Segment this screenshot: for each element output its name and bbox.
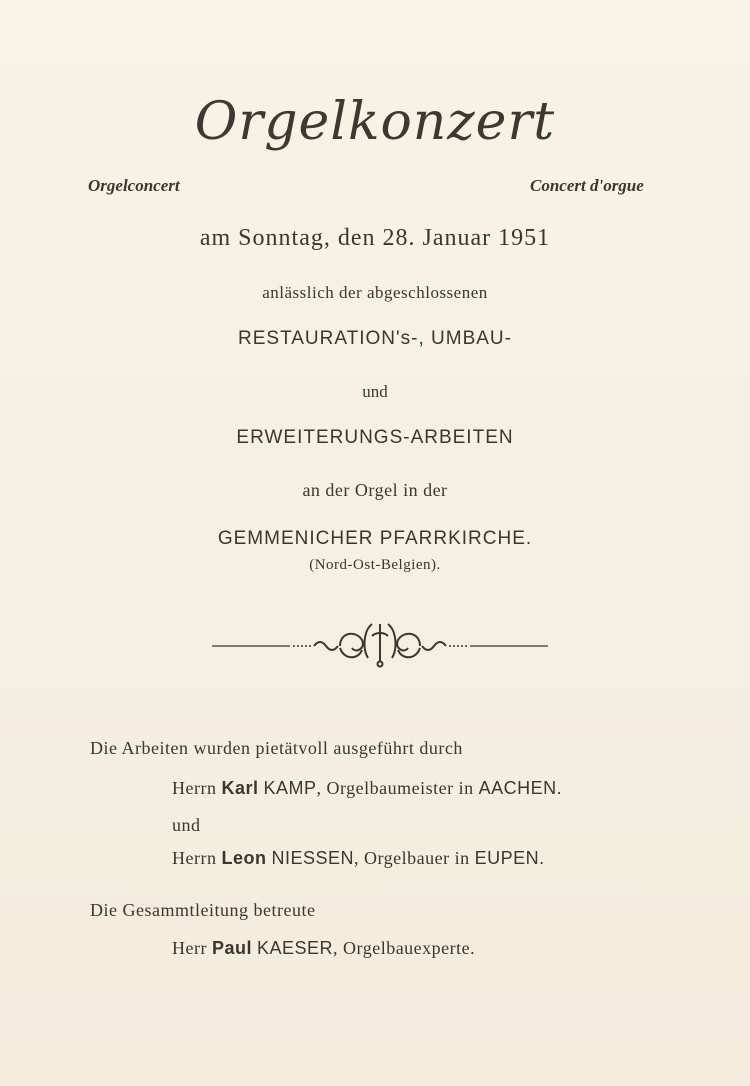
person-first-name: Leon bbox=[221, 848, 267, 868]
church-name: GEMMENICHER PFARRKIRCHE. bbox=[217, 528, 533, 549]
subtitle-french: Concert d'orgue bbox=[530, 176, 644, 195]
person-last-name: KAESER bbox=[257, 938, 334, 958]
restauration-line: RESTAURATION's-, UMBAU- bbox=[238, 328, 512, 349]
concert-date: am Sonntag, den 28. Januar 1951 bbox=[199, 225, 551, 251]
credit-person-niessen bbox=[172, 848, 545, 869]
program-title: Orgelkonzert bbox=[194, 92, 556, 152]
credit-person-kaeser bbox=[172, 938, 475, 959]
name-separator: , bbox=[354, 848, 360, 868]
und-line: und bbox=[362, 382, 388, 401]
person-place: AACHEN. bbox=[478, 778, 563, 798]
person-place: EUPEN. bbox=[474, 848, 545, 868]
credits-und: und bbox=[172, 815, 201, 835]
name-separator: , bbox=[333, 938, 339, 958]
region-line: (Nord-Ost-Belgien). bbox=[309, 557, 441, 573]
erweiterung-line: ERWEITERUNGS-ARBEITEN bbox=[236, 427, 514, 448]
occasion-line: anlässlich der abgeschlossenen bbox=[262, 283, 488, 302]
person-role: Orgelbauer in bbox=[364, 848, 470, 868]
person-last-name: KAMP bbox=[263, 778, 317, 798]
person-first-name: Karl bbox=[221, 778, 259, 798]
person-role: Orgelbauexperte. bbox=[343, 938, 476, 958]
ornament-divider bbox=[210, 618, 550, 668]
person-role: Orgelbaumeister in bbox=[326, 778, 474, 798]
credits-intro: Die Arbeiten wurden pietätvoll ausgeführt durch bbox=[90, 738, 463, 758]
person-prefix: Herr bbox=[172, 938, 207, 958]
person-prefix: Herrn bbox=[172, 848, 217, 868]
name-separator: , bbox=[316, 778, 322, 798]
person-prefix: Herrn bbox=[172, 778, 217, 798]
subtitle-dutch: Orgelconcert bbox=[88, 176, 180, 195]
person-first-name: Paul bbox=[211, 938, 252, 958]
lead-intro: Die Gesammtleitung betreute bbox=[90, 900, 316, 920]
person-last-name: NIESSEN bbox=[271, 848, 355, 868]
orgel-line: an der Orgel in der bbox=[302, 480, 448, 500]
credit-person-kamp bbox=[172, 778, 562, 799]
